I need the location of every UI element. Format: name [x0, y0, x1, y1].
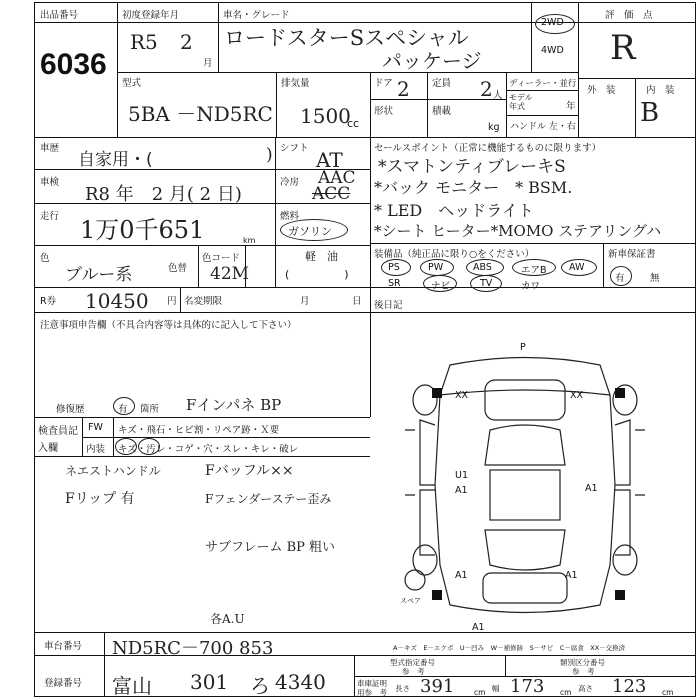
ac-value-1: AAC: [318, 168, 356, 188]
spec-reference: 参 考: [402, 667, 425, 676]
color-no: 42M: [210, 264, 250, 284]
interior-color-label: 色替: [168, 263, 188, 274]
doors: 2: [397, 77, 410, 101]
color-no-label: 色コード: [202, 253, 241, 264]
length-cm: cm: [474, 688, 486, 697]
diagram-mark-1: [432, 388, 442, 398]
width-label: 幅: [492, 684, 500, 693]
recycle-label: R券: [40, 296, 57, 307]
day-label: 日: [352, 296, 362, 307]
recycle-value: 10450: [85, 289, 149, 313]
capacity-label: 定員: [432, 78, 452, 89]
model-grade-line1: ロードスターSスペシャル: [224, 26, 469, 50]
reg-kana: ろ: [250, 674, 270, 698]
history-label: 車歴: [40, 143, 60, 154]
model-year-label: モデル年式: [509, 93, 533, 111]
declaration-label: 注意事項申告欄（不具合内容等は具体的に記入して下さい）: [40, 320, 297, 331]
eval-score: R: [610, 28, 636, 68]
note-6: 各A.U: [210, 612, 245, 626]
note-4: Fフェンダーステー歪み: [205, 492, 332, 506]
selling-point-2: *バック モニター * BSM.: [374, 178, 573, 197]
manual-no: 無: [650, 273, 660, 284]
doors-label: ドア: [374, 78, 393, 89]
fw-label: FW: [88, 422, 103, 433]
model-grade-label: 車名・グレード: [223, 10, 290, 21]
yen-unit: 円: [167, 296, 177, 307]
fuel-diesel: 軽 油: [305, 250, 338, 263]
first-reg-label: 初度登録年月: [122, 10, 180, 21]
cc-unit: cc: [347, 117, 360, 130]
km-unit: km: [243, 236, 256, 245]
after-label: 後日記: [374, 300, 403, 311]
lot-label: 出品番号: [40, 10, 79, 21]
mileage-label: 走行: [40, 211, 60, 222]
equip-sr: SR: [388, 278, 401, 289]
interior-stain-circle: [138, 438, 160, 455]
note-3: Fリップ 有: [65, 491, 135, 507]
damage-mark-u1: U1: [455, 470, 468, 481]
length-value: 391: [420, 676, 455, 697]
equipment-label: 装備品（純正品に限り○をください）: [374, 249, 535, 260]
interior-insp-label: 内装: [86, 444, 106, 455]
shift-label: シフト: [280, 143, 309, 154]
model-code: 5BA －ND5RC: [128, 102, 273, 126]
repair-location-label: 箇所: [140, 404, 160, 415]
equip-aw-circle: [561, 259, 597, 276]
selling-point-3: * LED ヘッドライト: [374, 201, 534, 220]
damage-mark-a1-right: A1: [585, 483, 598, 494]
width-cm: cm: [560, 688, 572, 697]
equip-airbag: エアB: [521, 265, 547, 276]
inspection-value: R8 年 2 月( 2 日): [85, 184, 242, 205]
interior-scratch-circle: [115, 438, 137, 455]
diagram-mark-2: [615, 388, 625, 398]
month-label: 月: [300, 296, 310, 307]
category-reference: 参 考: [572, 667, 595, 676]
chassis-label: 車台番号: [44, 641, 83, 652]
damage-mark-a1-rear-right: A1: [565, 570, 578, 581]
interior-label: 内 装: [646, 85, 675, 96]
height-cm: cm: [662, 688, 674, 697]
drive-4wd: 4WD: [541, 45, 564, 56]
color-value: ブルー系: [65, 265, 133, 285]
model-code-label: 型式: [122, 78, 142, 89]
kg-unit: kg: [488, 122, 500, 133]
equip-ps-circle: [381, 259, 411, 276]
spec-label: 型式指定番号: [390, 658, 435, 667]
drive-2wd: 2WD: [541, 17, 564, 28]
cert-label: 車庫証明用参 考: [357, 679, 387, 697]
selling-points-label: セールスポイント（正常に機能するものに限ります）: [374, 143, 602, 154]
damage-mark-xx-right: XX: [570, 390, 584, 401]
width-value: 173: [510, 676, 545, 697]
spare-label: スペア: [400, 597, 421, 605]
inspector-label: 検査員記入欄: [38, 426, 78, 454]
history-close: ): [266, 145, 273, 165]
note-2: Fバッフル××: [205, 463, 294, 479]
equip-abs-circle: [466, 259, 504, 276]
equip-pw: PW: [428, 262, 444, 273]
equip-leather: カワ: [521, 281, 541, 292]
interior-score: B: [640, 98, 660, 128]
inspection-label: 車検: [40, 177, 60, 188]
first-reg-era: R5: [130, 30, 158, 54]
name-change-label: 名変期限: [184, 296, 223, 307]
height-label: 高さ: [578, 684, 593, 693]
eval-label: 評 価 点: [605, 10, 653, 21]
fuel-paren: ( ): [285, 268, 349, 281]
displacement: 1500: [300, 104, 351, 128]
handle-label: ハンドル 左・右: [510, 122, 576, 132]
equip-aw: AW: [569, 262, 585, 273]
equip-pw-circle: [420, 259, 454, 276]
lot-number: 6036: [40, 48, 107, 81]
reg-area: 富山: [112, 674, 152, 698]
equip-navi: ナビ: [431, 281, 451, 292]
category-label: 類別区分番号: [560, 658, 605, 667]
shape-label: 形状: [374, 106, 394, 117]
length-label: 長さ: [395, 684, 410, 693]
fuel-label: 燃料: [280, 211, 300, 222]
legend: A－キズ E－エクボ U－凹み W－補修跡 S－サビ C－腐食 XX－交換済: [393, 644, 626, 652]
height-value: 123: [612, 676, 647, 697]
exterior-label: 外 装: [587, 85, 616, 96]
load-label: 積載: [432, 106, 452, 117]
equip-abs: ABS: [473, 262, 492, 273]
note-1: ネエストハンドル: [65, 464, 161, 478]
equip-airbag-circle: [512, 259, 556, 276]
equip-ps: PS: [388, 262, 400, 273]
damage-mark-a1-left: A1: [455, 485, 468, 496]
damage-mark-a1-bottom: A1: [472, 622, 485, 633]
fuel-gas: ガソリン: [288, 225, 332, 238]
damage-mark-a1-rear-left: A1: [455, 570, 468, 581]
manual-label: 新車保証書: [608, 249, 656, 260]
chassis-value: ND5RC－700 853: [112, 638, 274, 659]
selling-point-4: *シート ヒーター*MOMO ステアリングハ: [374, 222, 662, 240]
equip-navi-circle: [423, 275, 457, 292]
mileage-value: 1万0千651: [80, 216, 205, 244]
first-reg-month: 2: [180, 30, 193, 54]
diagram-mark-4: [615, 590, 625, 600]
ac-value-2: ACC: [312, 184, 351, 204]
reg-class: 301: [190, 670, 229, 694]
interior-items: キズ・汚レ・コゲ・穴・スレ・キレ・破レ: [118, 444, 299, 455]
person-unit: 人: [493, 90, 503, 101]
ac-label: 冷房: [280, 177, 300, 188]
fw-items: キズ・飛石・ヒビ割・リペア跡・Ｘ要: [118, 425, 280, 436]
repair-location: Fインパネ BP: [186, 396, 282, 414]
capacity: 2: [480, 77, 493, 101]
equip-tv-circle: [470, 275, 502, 292]
repair-label: 修復歴: [56, 404, 85, 415]
diagram-mark-3: [432, 590, 442, 600]
selling-point-1: *スマトンティブレーキS: [378, 157, 566, 177]
equip-tv: TV: [480, 278, 493, 289]
dealer-label: ディーラー・並行: [509, 79, 577, 89]
model-grade-line2: パッケージ: [382, 49, 482, 73]
manual-yes: 有: [615, 273, 625, 284]
month-unit: 月: [203, 58, 213, 69]
repair-value: 有: [118, 404, 128, 415]
note-5: サブフレーム BP 粗い: [205, 540, 336, 555]
color-label: 色: [40, 253, 50, 264]
reg-number: 4340: [275, 670, 326, 694]
damage-mark-p: P: [520, 342, 526, 353]
damage-mark-xx-left: XX: [455, 390, 469, 401]
reg-label: 登録番号: [44, 678, 83, 689]
displacement-label: 排気量: [281, 78, 310, 89]
history-value: 自家用・(: [78, 150, 153, 170]
shift-value: AT: [316, 148, 343, 172]
car-diagram: [395, 335, 655, 630]
year-unit: 年: [566, 101, 576, 112]
